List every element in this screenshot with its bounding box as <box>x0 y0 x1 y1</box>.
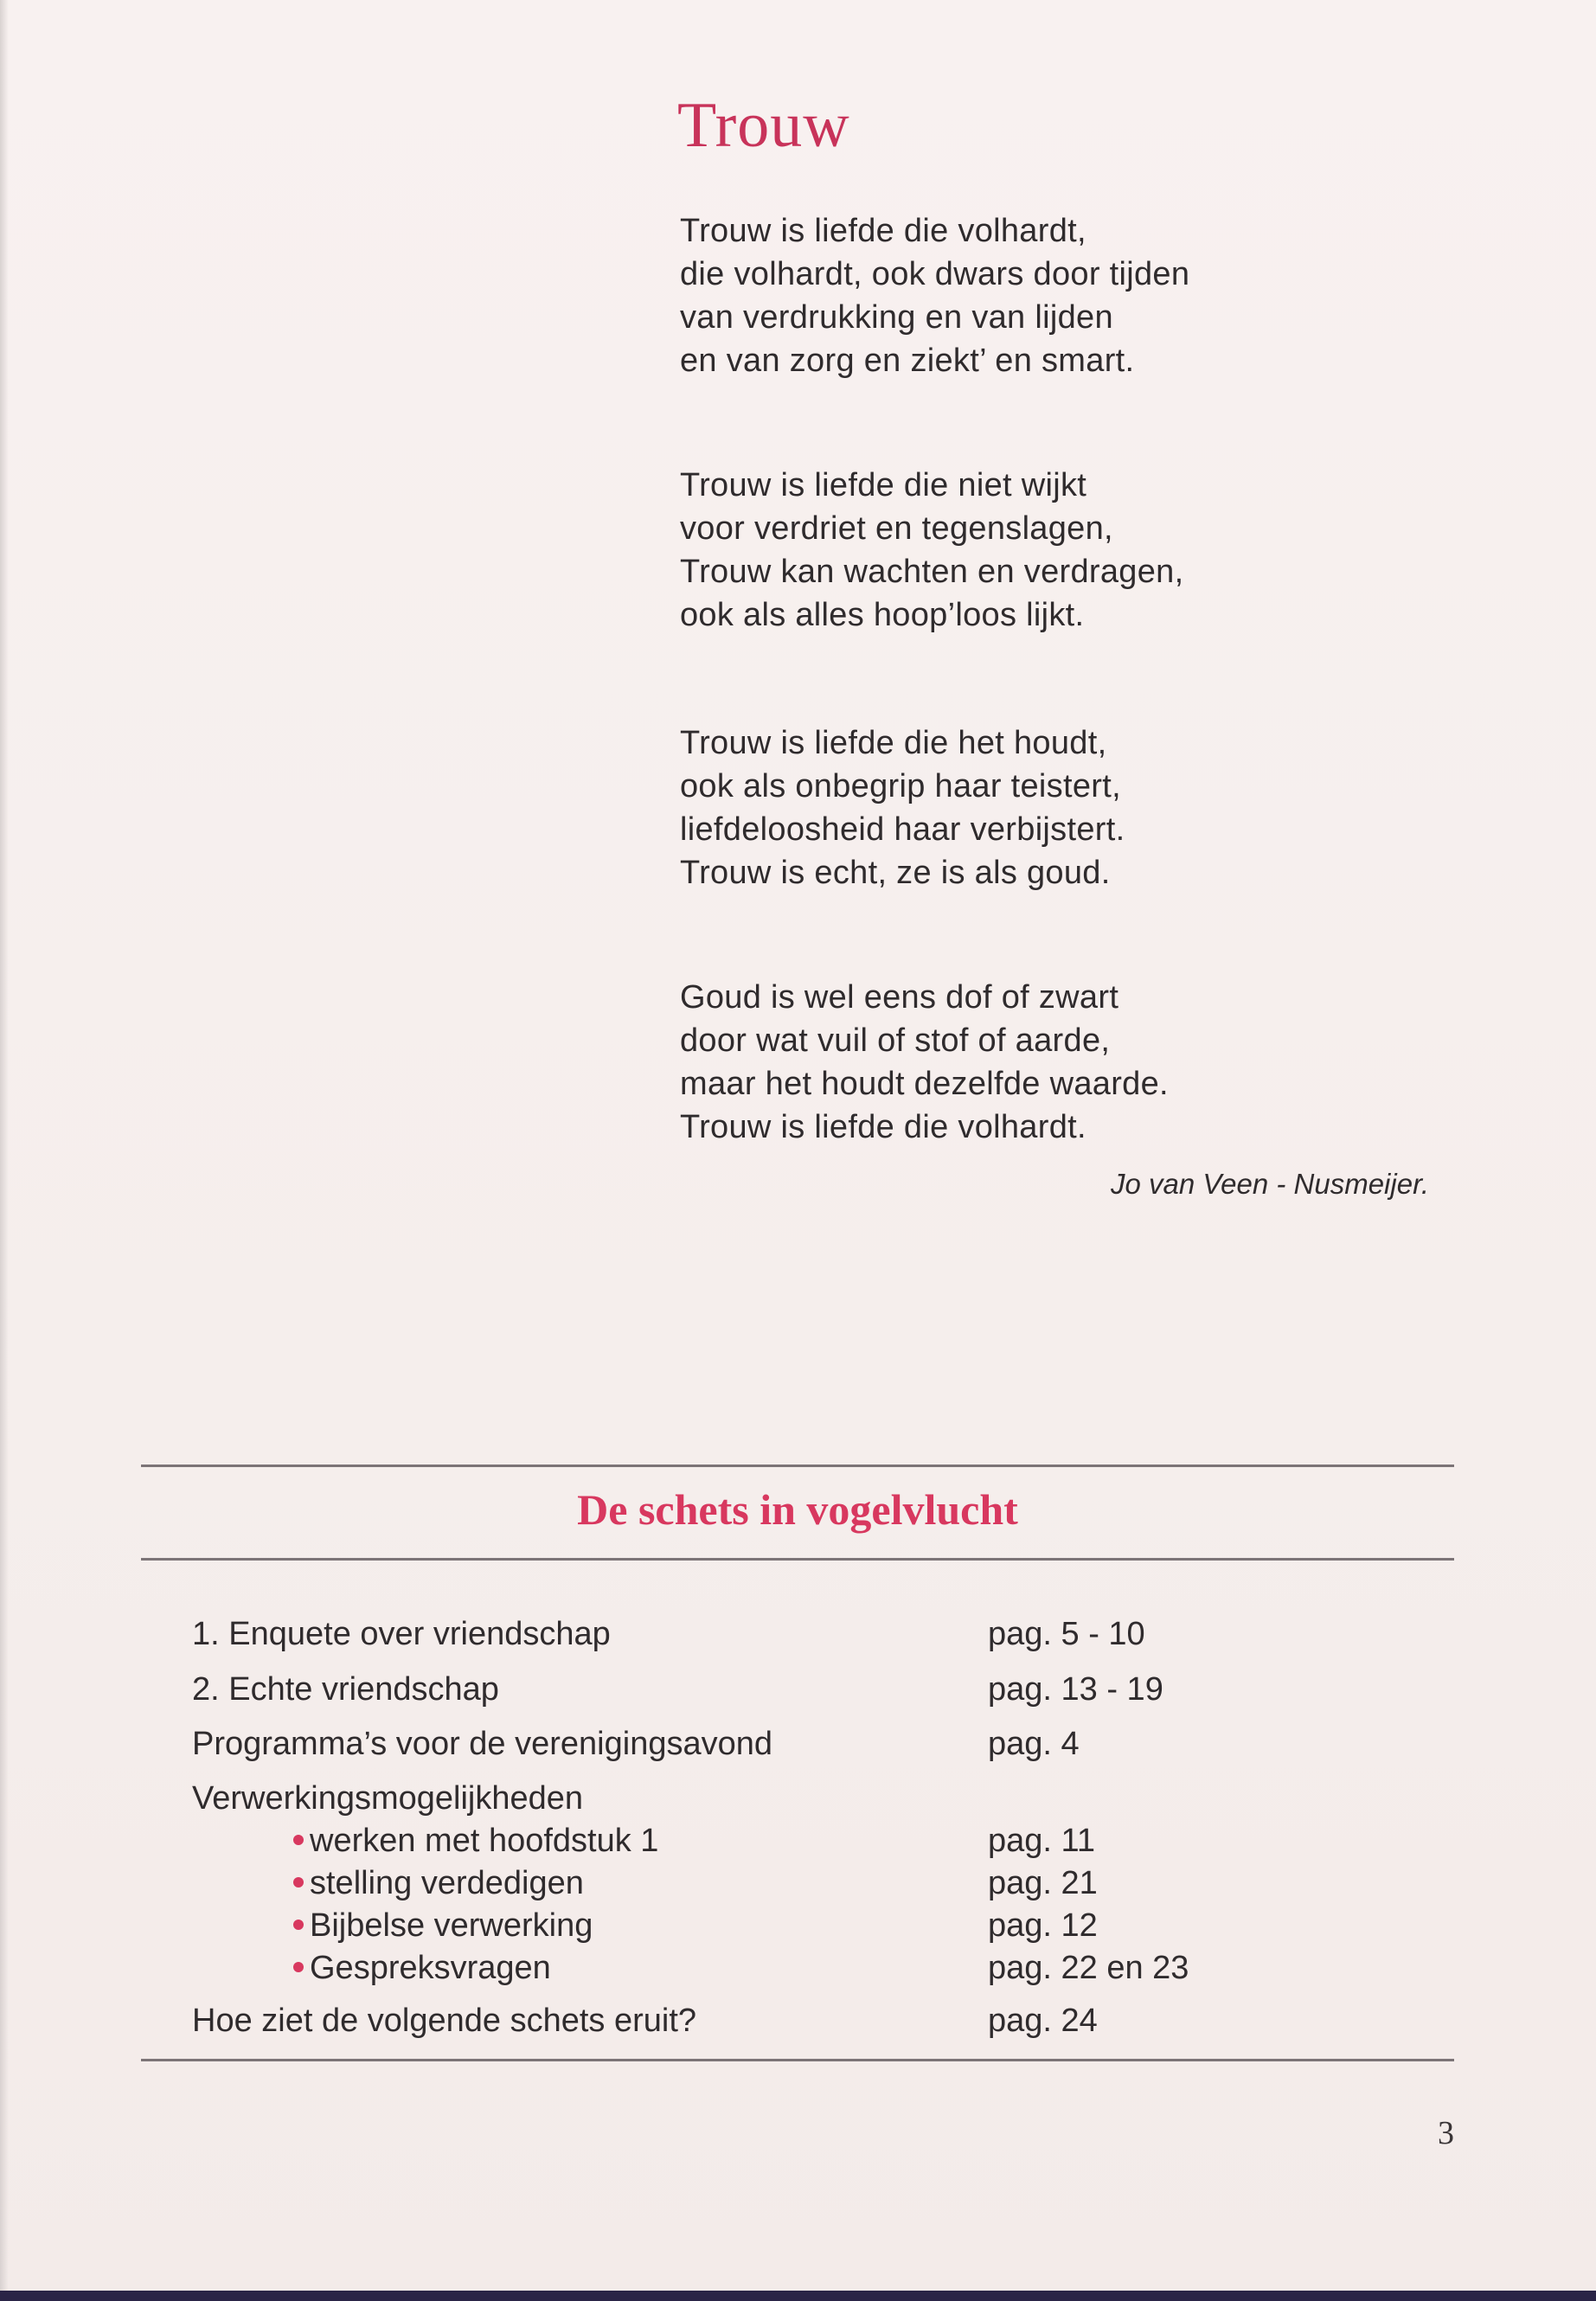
toc-row <box>192 1999 1317 2042</box>
toc-page-ref: pag. 13 - 19 <box>988 1671 1163 1708</box>
toc-row <box>192 1777 1317 1820</box>
toc-subrow <box>192 1862 1317 1905</box>
poem-line: Trouw is liefde die niet wijkt <box>680 467 1087 503</box>
toc-label: werken met hoofdstuk 1 <box>310 1823 659 1859</box>
poem-line: die volhardt, ook dwars door tijden <box>680 256 1190 292</box>
section-top-rule <box>141 1465 1454 1467</box>
toc-page-ref: pag. 21 <box>988 1865 1098 1901</box>
toc-page-ref: pag. 22 en 23 <box>988 1950 1189 1986</box>
toc-row <box>192 1612 1317 1656</box>
section-heading: De schets in vogelvlucht <box>577 1485 1018 1534</box>
poem-line: maar het houdt dezelfde waarde. <box>680 1066 1169 1102</box>
toc-label: Bijbelse verwerking <box>310 1907 593 1944</box>
toc-page-ref: pag. 12 <box>988 1907 1098 1944</box>
poem-stanza-2 <box>680 464 1458 637</box>
toc-label: Programma’s voor de verenigingsavond <box>192 1726 772 1762</box>
poem-line: Trouw is liefde die het houdt, <box>680 725 1107 761</box>
poem-title: Trouw <box>677 90 850 161</box>
toc-row <box>192 1722 1317 1766</box>
toc-label: Hoe ziet de volgende schets eruit? <box>192 2003 697 2039</box>
bottom-edge-strip <box>0 2291 1596 2301</box>
section-heading-rule <box>141 1558 1454 1561</box>
page-number: 3 <box>1438 2115 1454 2151</box>
poem-line: door wat vuil of stof of aarde, <box>680 1022 1111 1059</box>
poem-line: Trouw is liefde die volhardt, <box>680 213 1086 249</box>
poem-line: ook als alles hoop’loos lijkt. <box>680 597 1085 633</box>
toc-page-ref: pag. 24 <box>988 2003 1098 2039</box>
poem-stanza-4 <box>680 976 1458 1149</box>
toc-label: 2. Echte vriendschap <box>192 1671 499 1708</box>
poem-line: Trouw kan wachten en verdragen, <box>680 554 1184 590</box>
poem-line: liefdeloosheid haar verbijstert. <box>680 811 1125 848</box>
toc-label: Gespreksvragen <box>310 1950 551 1986</box>
toc-page-ref: pag. 4 <box>988 1726 1080 1762</box>
toc-page-ref: pag. 11 <box>988 1823 1095 1859</box>
poem-line: Trouw is echt, ze is als goud. <box>680 855 1111 891</box>
poem-stanza-1 <box>680 209 1458 382</box>
bullet-icon <box>293 1962 304 1972</box>
bullet-icon <box>293 1877 304 1888</box>
toc-subrow <box>192 1904 1317 1947</box>
poem-stanza-3 <box>680 721 1458 894</box>
poem-line: Goud is wel eens dof of zwart <box>680 979 1119 1016</box>
toc-label: Verwerkingsmogelijkheden <box>192 1780 584 1817</box>
page-edge-shadow <box>0 0 9 2301</box>
poem-author: Jo van Veen - Nusmeijer. <box>1110 1168 1429 1200</box>
toc-subrow <box>192 1819 1317 1862</box>
poem-line: voor verdriet en tegenslagen, <box>680 510 1113 547</box>
poem-line: van verdrukking en van lijden <box>680 299 1113 336</box>
toc-row <box>192 1668 1317 1711</box>
toc-label: 1. Enquete over vriendschap <box>192 1616 611 1652</box>
section-bottom-rule <box>141 2059 1454 2061</box>
toc-label: stelling verdedigen <box>310 1865 584 1901</box>
toc-subrow <box>192 1946 1317 1990</box>
bullet-icon <box>293 1920 304 1930</box>
toc-page-ref: pag. 5 - 10 <box>988 1616 1145 1652</box>
poem-line: en van zorg en ziekt’ en smart. <box>680 343 1135 379</box>
bullet-icon <box>293 1835 304 1845</box>
poem-line: ook als onbegrip haar teistert, <box>680 768 1121 804</box>
poem-line: Trouw is liefde die volhardt. <box>680 1109 1086 1145</box>
